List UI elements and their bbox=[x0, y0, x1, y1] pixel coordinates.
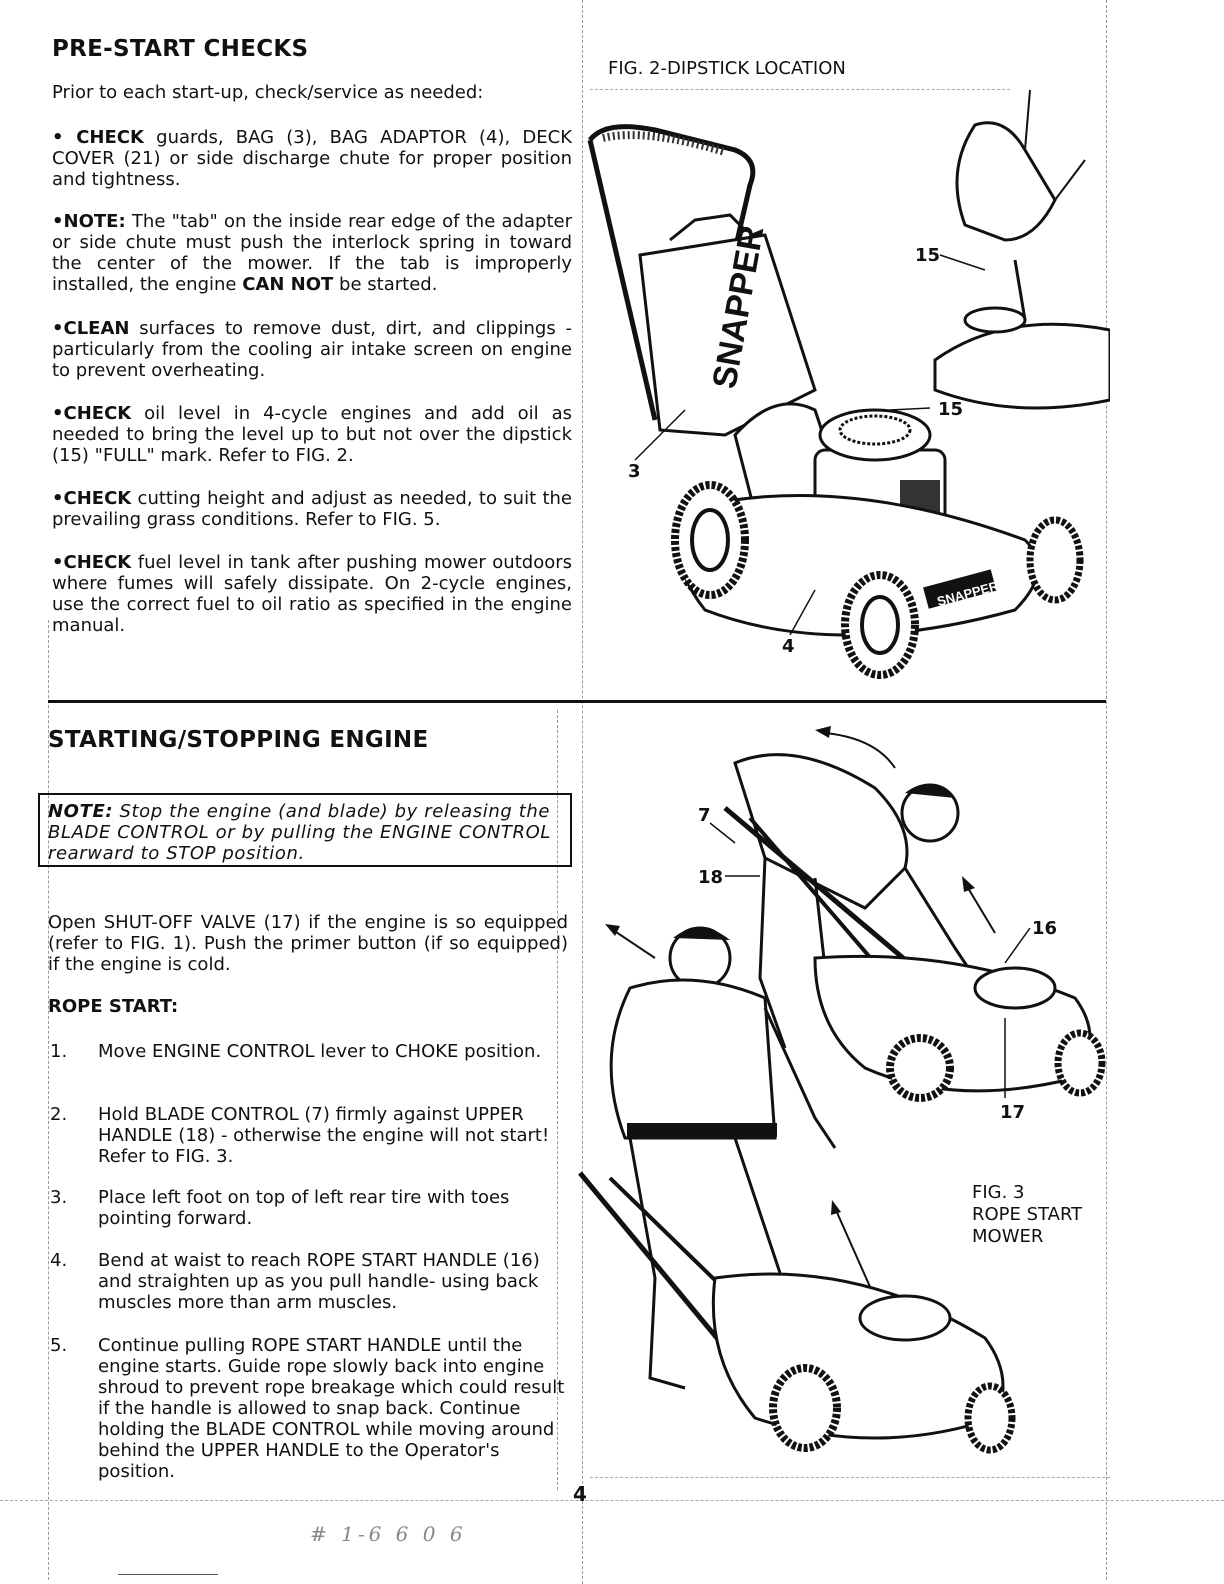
note-text: Stop the engine (and blade) by releasing the BLADE CONTROL or by pulling the ENGINE CONTROL rearward to STOP position. bbox=[48, 801, 552, 864]
step-text: Hold BLADE CONTROL (7) firmly against UPPER HANDLE (18) - otherwise the engine will not start! Refer to FIG. 3. bbox=[98, 1104, 550, 1167]
step-number: 4. bbox=[50, 1250, 68, 1271]
step-text: Move ENGINE CONTROL lever to CHOKE position. bbox=[98, 1041, 542, 1062]
page-number: 4 bbox=[573, 1482, 587, 1506]
step-text: Place left foot on top of left rear tire with toes pointing forward. bbox=[98, 1187, 510, 1229]
fig2-callout-15-engine: 15 bbox=[938, 399, 964, 420]
starting-intro: Open SHUT-OFF VALVE (17) if the engine is so equipped (refer to FIG. 1). Push the primer button (if so equipped) if the engine is cold. bbox=[48, 912, 568, 975]
item-lead: •CLEAN bbox=[52, 318, 130, 339]
item-lead: •CHECK bbox=[52, 552, 132, 573]
prestart-intro: Prior to each start-up, check/service as needed: bbox=[52, 82, 484, 103]
item-lead: •CHECK bbox=[52, 403, 132, 424]
note-lead: NOTE: bbox=[48, 801, 114, 822]
bag-brand-text: SNAPPER bbox=[705, 222, 772, 392]
fig3-callout-7: 7 bbox=[698, 805, 711, 826]
handwritten-note: # 1-6 6 0 6 bbox=[310, 1522, 467, 1546]
fig3-caption-line: ROPE START bbox=[972, 1204, 1083, 1225]
fig3-caption-line: MOWER bbox=[972, 1226, 1044, 1247]
item-text: cutting height and adjust as needed, to suit the prevailing grass conditions. Refer to FIG. 5. bbox=[52, 488, 572, 530]
section-divider bbox=[48, 700, 1106, 703]
fig3-callout-16: 16 bbox=[1032, 918, 1058, 939]
fig3-caption bbox=[972, 1182, 1082, 1248]
step-number: 2. bbox=[50, 1104, 68, 1125]
fig2-callout-3: 3 bbox=[628, 461, 641, 482]
step-text: Bend at waist to reach ROPE START HANDLE (16) and straighten up as you pull handle- using back muscles more than arm muscles. bbox=[98, 1250, 540, 1313]
item-text: surfaces to remove dust, dirt, and clippings - particularly from the cooling air intake screen on engine to prevent overheating. bbox=[52, 318, 572, 381]
rope-start-heading: ROPE START: bbox=[48, 996, 179, 1017]
item-text: fuel level in tank after pushing mower outdoors where fumes will safely dissipate. On 2-cycle engines, use the correct fuel to oil ratio as specified in the engine manual. bbox=[52, 552, 572, 636]
fig3-rope-start-illustration bbox=[535, 718, 1115, 1478]
item-text: The "tab" on the inside rear edge of the adapter or side chute must push the interlock spring in toward the center of the mower. If the tab is improperly installed, the engine bbox=[52, 211, 572, 295]
item-strong: CAN NOT bbox=[242, 274, 334, 295]
prestart-item-check-guards bbox=[52, 127, 572, 190]
fig2-callout-4: 4 bbox=[782, 636, 795, 657]
fig3-caption-line: FIG. 3 bbox=[972, 1182, 1025, 1203]
prestart-item-oil bbox=[52, 403, 572, 466]
deck-brand-text: SNAPPER bbox=[935, 578, 1000, 610]
step-text: Continue pulling ROPE START HANDLE until the engine starts. Guide rope slowly back into engine shroud to prevent rope breakage which could result if the handle is allowed to snap back. Continue holding the BLADE CONTROL while moving around behind the UPPER HANDLE to the Operator's position. bbox=[98, 1335, 565, 1482]
prestart-item-height bbox=[52, 488, 572, 530]
fig3-callout-17: 17 bbox=[1000, 1102, 1026, 1123]
scan-line bbox=[48, 620, 49, 1580]
scan-line bbox=[118, 1574, 218, 1575]
fig2-callout-15-top: 15 bbox=[915, 245, 941, 266]
stop-engine-note bbox=[38, 793, 572, 867]
item-lead: • CHECK bbox=[52, 127, 144, 148]
item-lead: •NOTE: bbox=[52, 211, 126, 232]
section-title-prestart: PRE-START CHECKS bbox=[52, 36, 309, 62]
fig2-caption: FIG. 2-DIPSTICK LOCATION bbox=[608, 58, 846, 79]
step-number: 3. bbox=[50, 1187, 68, 1208]
prestart-item-note bbox=[52, 211, 572, 295]
item-lead: •CHECK bbox=[52, 488, 132, 509]
prestart-item-clean bbox=[52, 318, 572, 381]
section-title-starting: STARTING/STOPPING ENGINE bbox=[48, 727, 429, 753]
item-text: oil level in 4-cycle engines and add oil as needed to bring the level up to but not over the dipstick (15) "FULL" mark. Refer to FIG. 2. bbox=[52, 403, 572, 466]
prestart-item-fuel bbox=[52, 552, 572, 636]
fig3-callout-18: 18 bbox=[698, 867, 724, 888]
step-number: 5. bbox=[50, 1335, 68, 1356]
fig2-mower-illustration bbox=[585, 90, 1110, 680]
item-text: guards, BAG (3), BAG ADAPTOR (4), DECK COVER (21) or side discharge chute for proper position and tightness. bbox=[52, 127, 573, 190]
scan-line bbox=[0, 1500, 1224, 1501]
item-tail: be started. bbox=[333, 274, 438, 295]
step-number: 1. bbox=[50, 1041, 68, 1062]
